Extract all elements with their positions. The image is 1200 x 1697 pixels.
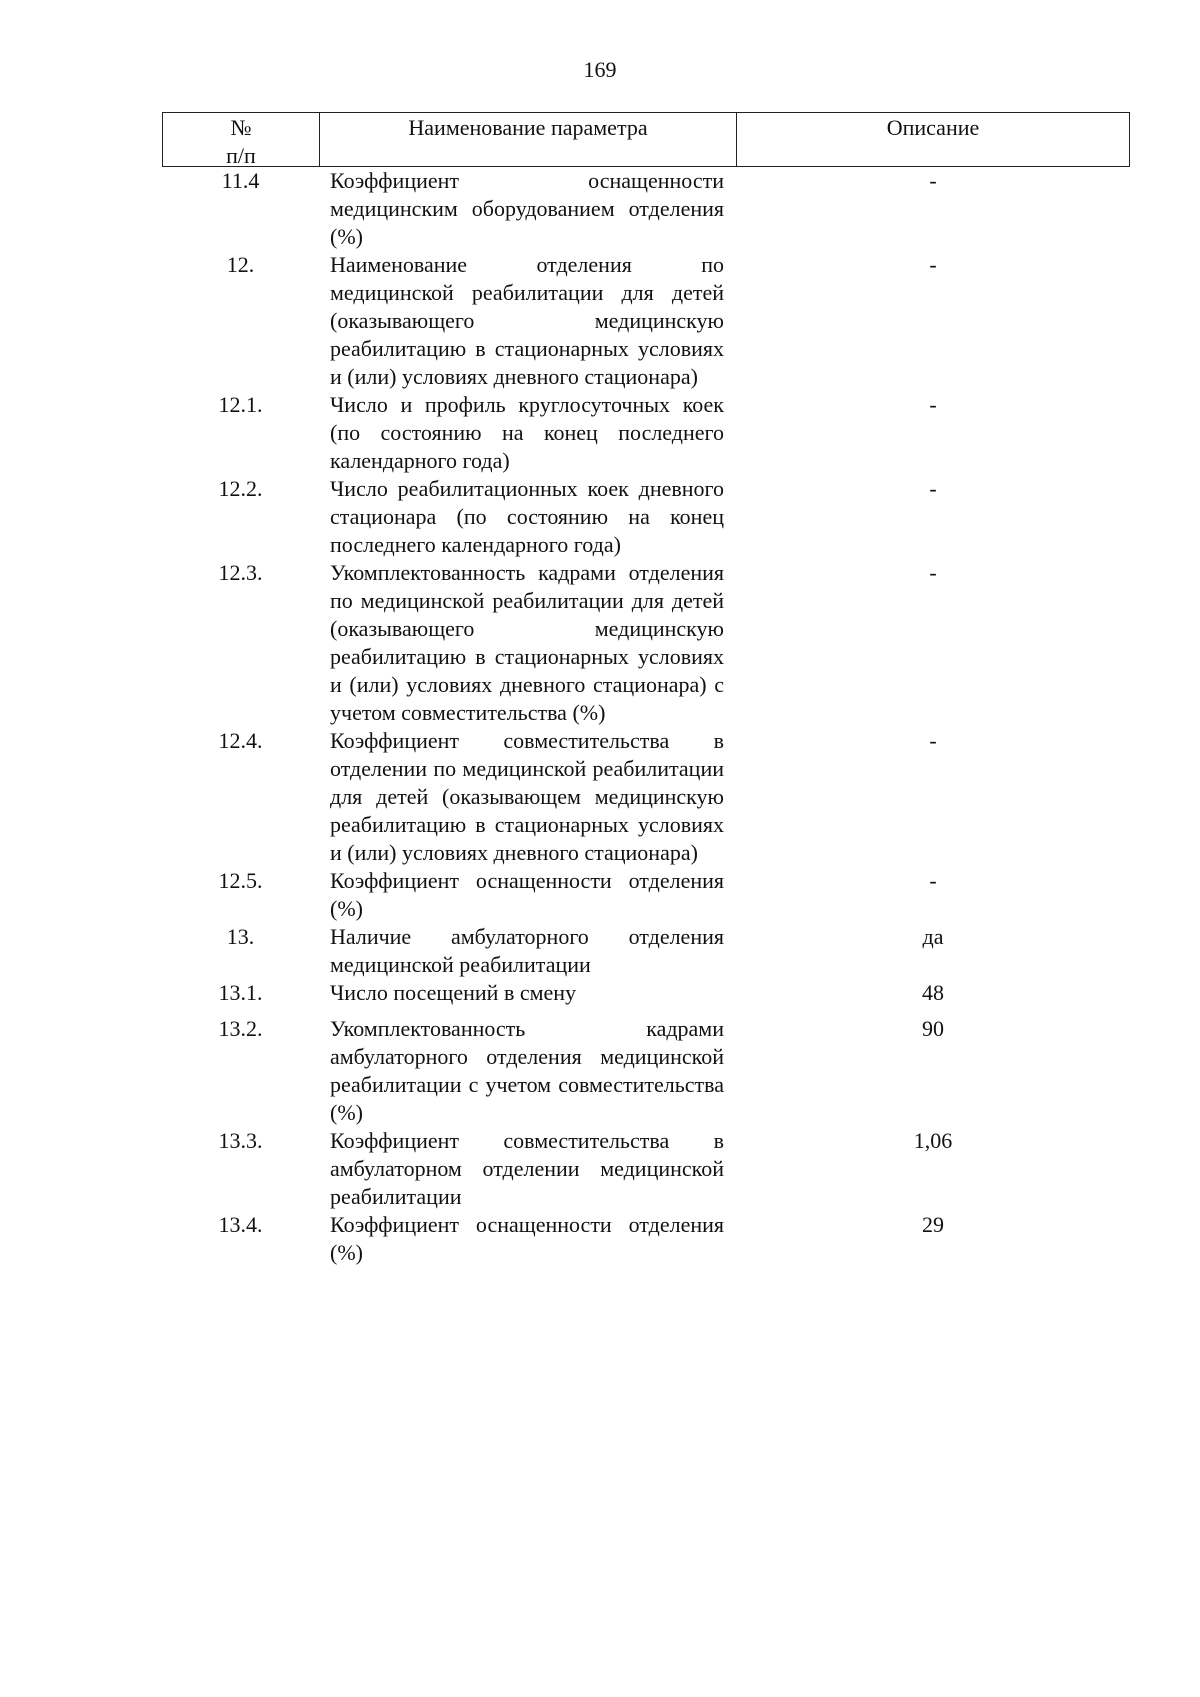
row-parameter-name: Коэффициент совместительства в амбулаторном отделении медицинской реабилитации [330, 1128, 724, 1209]
row-number: 12.1. [218, 392, 263, 417]
row-number: 12.3. [218, 560, 263, 585]
row-number: 12.2. [218, 476, 263, 501]
table-row [162, 1015, 1130, 1127]
table-row [162, 867, 1130, 923]
row-parameter-name: Коэффициент оснащенности отделения (%) [330, 1212, 724, 1265]
row-description: 48 [922, 980, 944, 1005]
table-row [162, 251, 1130, 391]
table-row [162, 923, 1130, 979]
row-number: 12.5. [218, 868, 263, 893]
table-row [162, 475, 1130, 559]
row-number: 13.3. [218, 1128, 263, 1153]
page-number: 169 [583, 57, 617, 82]
table-row [162, 727, 1130, 867]
row-description: - [929, 476, 937, 501]
table-row [162, 1127, 1130, 1211]
row-parameter-name: Коэффициент совместительства в отделении по медицинской реабилитации для детей (оказывающем медицинскую реабилитацию в стационарных условиях и (или) условиях дневного стационара) [330, 728, 724, 865]
row-number: 13.1. [218, 980, 263, 1005]
row-description: - [929, 868, 937, 893]
row-description: 1,06 [913, 1128, 953, 1153]
table-header [162, 112, 1130, 167]
row-description: 90 [922, 1016, 944, 1041]
header-parameter-name: Наименование параметра [320, 113, 737, 166]
header-number-abbr: п/п [226, 143, 256, 168]
row-number: 11.4 [221, 168, 260, 193]
row-description: - [929, 252, 937, 277]
row-parameter-name: Коэффициент оснащенности отделения (%) [330, 868, 724, 921]
row-parameter-name: Наличие амбулаторного отделения медицинской реабилитации [330, 924, 724, 977]
row-number: 13. [226, 924, 255, 949]
header-number-symbol: № [230, 115, 252, 140]
row-parameter-name: Число реабилитационных коек дневного стационара (по состоянию на конец последнего календарного года) [330, 476, 724, 557]
table-row [162, 167, 1130, 251]
row-description: 29 [922, 1212, 944, 1237]
row-description: - [929, 728, 937, 753]
row-number: 13.4. [218, 1212, 263, 1237]
parameters-table [162, 112, 1130, 1267]
header-number [163, 113, 320, 166]
row-parameter-name: Число и профиль круглосуточных коек (по состоянию на конец последнего календарного года) [330, 392, 724, 473]
row-parameter-name: Укомплектованность кадрами амбулаторного отделения медицинской реабилитации с учетом совместительства (%) [330, 1016, 724, 1125]
row-description: да [922, 924, 944, 949]
table-row [162, 979, 1130, 1007]
row-number: 13.2. [218, 1016, 263, 1041]
table-row [162, 559, 1130, 727]
row-parameter-name: Коэффициент оснащенности медицинским оборудованием отделения (%) [330, 168, 724, 249]
row-number: 12. [226, 252, 255, 277]
row-description: - [929, 168, 937, 193]
table-row [162, 391, 1130, 475]
header-description: Описание [886, 115, 980, 140]
row-description: - [929, 560, 937, 585]
row-parameter-name: Число посещений в смену [330, 980, 577, 1005]
row-parameter-name: Наименование отделения по медицинской реабилитации для детей (оказывающего медицинскую реабилитацию в стационарных условиях и (или) условиях дневного стационара) [330, 252, 724, 389]
row-number: 12.4. [218, 728, 263, 753]
row-parameter-name: Укомплектованность кадрами отделения по медицинской реабилитации для детей (оказывающего медицинскую реабилитацию в стационарных условиях и (или) условиях дневного стационара) с учетом совместительства (%) [330, 560, 724, 725]
row-description: - [929, 392, 937, 417]
table-row [162, 1211, 1130, 1267]
